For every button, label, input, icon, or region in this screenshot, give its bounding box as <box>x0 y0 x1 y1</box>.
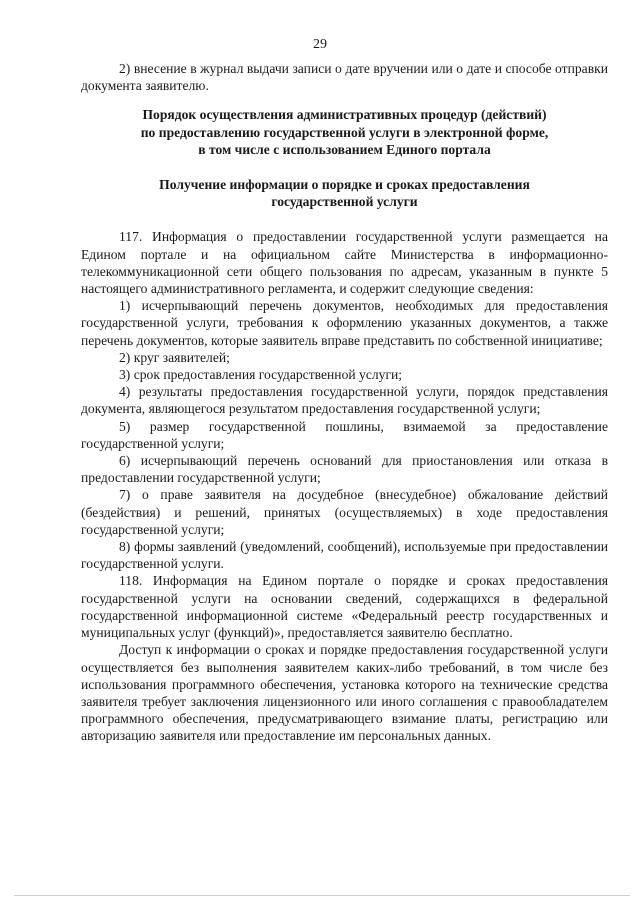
section-heading-line-2: по предоставлению государственной услуги в электронной форме, <box>140 124 549 140</box>
subsection-heading-line-1: Получение информации о порядке и сроках предоставления <box>159 177 530 193</box>
list-item-2: 2) круг заявителей; <box>119 349 230 365</box>
list-item-1: 1) исчерпывающий перечень документов, необходимых для предоставления государственной услуги, требования к оформлению указанных документов, а также перечень документов, которые заявитель вправе представить по собственной инициативе; <box>81 298 608 348</box>
paragraph-117: 117. Информация о предоставлении государственной услуги размещается на Едином портале и на официальном сайте Министерства в информационно-телекоммуникационной сети общего пользования по адресам, указанным в пункте 5 настоящего административного регламента, и содержит следующие сведения: <box>81 229 608 297</box>
body-text <box>81 228 608 744</box>
page-content <box>81 60 608 745</box>
page-number: 29 <box>313 37 327 52</box>
list-item-5: 5) размер государственной пошлины, взимаемой за предоставление государственной услуги; <box>81 418 608 451</box>
section-heading <box>81 106 608 158</box>
list-item-7: 7) о праве заявителя на досудебное (внесудебное) обжалование действий (бездействия) и решений, принятых (осуществляемых) в ходе предоставления государственной услуги; <box>81 487 608 537</box>
access-paragraph: Доступ к информации о сроках и порядке предоставления государственной услуги осуществляется без выполнения заявителем каких-либо требований, в том числе без использования программного обеспечения, установка которого на технические средства заявителя требует заключения лицензионного или иного соглашения с правообладателем программного обеспечения, предусматривающего взимание платы, регистрацию или авторизацию заявителя или предоставление им персональных данных. <box>81 642 608 744</box>
intro-paragraph: 2) внесение в журнал выдачи записи о дате вручении или о дате и способе отправки документа заявителю. <box>81 61 608 94</box>
paragraph-118: 118. Информация на Едином портале о порядке и сроках предоставления государственной услуги на основании сведений, содержащихся в федеральной государственной информационной системе «Федеральный реестр государственных и муниципальных услуг (функций)», предоставляется заявителю бесплатно. <box>81 573 608 641</box>
list-item-4: 4) результаты предоставления государственной услуги, порядок представления документа, являющегося результатом предоставления государственной услуги; <box>81 384 608 417</box>
subsection-heading-line-2: государственной услуги <box>271 194 418 210</box>
section-heading-line-3: в том числе с использованием Единого портала <box>198 141 491 157</box>
list-item-6: 6) исчерпывающий перечень оснований для приостановления или отказа в предоставлении государственной услуги; <box>81 453 608 486</box>
list-item-3: 3) срок предоставления государственной услуги; <box>119 367 403 383</box>
section-heading-line-1: Порядок осуществления административных процедур (действий) <box>142 107 547 123</box>
scan-edge-line <box>14 895 630 896</box>
list-item-8: 8) формы заявлений (уведомлений, сообщений), используемые при предоставлении государственной услуги. <box>81 539 608 572</box>
subsection-heading <box>81 176 608 210</box>
